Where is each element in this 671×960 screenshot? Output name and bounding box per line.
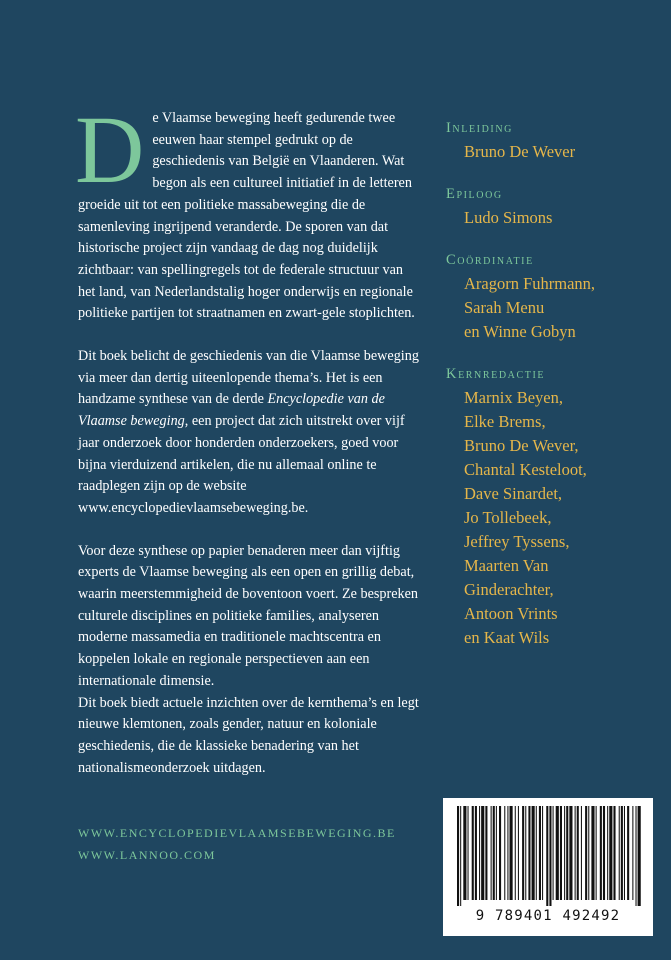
barcode-bar <box>491 806 492 900</box>
barcode-bar <box>591 806 594 900</box>
barcode-bar <box>518 806 519 900</box>
barcode-bar <box>528 806 530 900</box>
person-name: en Winne Gobyn <box>464 322 576 341</box>
barcode-bar <box>609 806 612 900</box>
paragraph-3: Voor deze synthese op papier benaderen meer dan vijftig experts de Vlaamse beweging als een open en grillig debat, waarin meerstemmigheid de boventoon voert. Ze bespreken culturele disciplines en politieke families, analyseren moderne massamedia en traditionele machtscentra en koppelen lokale en regionale perspectieven aan een internationale dimensie. <box>78 542 418 689</box>
barcode-bar <box>553 806 554 900</box>
barcode-bar <box>596 806 597 900</box>
credit-core-editors <box>446 364 656 650</box>
website-links <box>78 822 396 866</box>
barcode-bar <box>588 806 589 900</box>
barcode-bar <box>532 806 535 900</box>
barcode-bar <box>585 806 587 900</box>
credit-intro <box>446 118 656 164</box>
person-name: en Kaat Wils <box>464 628 550 647</box>
barcode-bar <box>542 806 543 900</box>
barcode-bar <box>463 806 466 900</box>
barcode-bars <box>453 806 643 906</box>
barcode-bar <box>624 806 625 900</box>
barcode-bar <box>536 806 537 900</box>
barcode-bar <box>481 806 484 900</box>
blurb <box>75 96 422 779</box>
barcode-bar <box>496 806 497 900</box>
barcode-bar <box>510 806 513 900</box>
barcode-bar <box>499 806 501 900</box>
barcode-bar <box>575 806 576 900</box>
person-name: Bruno De Wever <box>464 142 576 161</box>
person-name: Ginderachter, <box>464 580 554 599</box>
person-name: Sarah Menu <box>464 298 545 317</box>
person-name: Jo Tollebeek, <box>464 508 552 527</box>
barcode-bar <box>468 806 469 900</box>
barcode-bar <box>485 806 487 900</box>
publisher-url: WWW.LANNOO.COM <box>78 848 216 862</box>
person-name: Maarten Van <box>464 556 549 575</box>
paragraph-4: Dit boek biedt actuele inzichten over de kernthema’s en legt nieuwe klemtonen, zoals gender, natuur en koloniale geschiedenis, die de klassieke benadering van het nationalismeonderzoek uitdagen. <box>78 694 419 776</box>
barcode-bar <box>566 806 568 900</box>
barcode-bar <box>479 806 480 900</box>
barcode-bar <box>564 806 565 900</box>
person-name: Jeffrey Tyssens, <box>464 532 570 551</box>
role-label: Kernredactie <box>446 366 546 382</box>
barcode-bar <box>472 806 474 900</box>
barcode-bar <box>522 806 524 900</box>
person-name: Chantal Kesteloot, <box>464 460 587 479</box>
barcode-bar <box>507 806 508 900</box>
encyclopedia-url: WWW.ENCYCLOPEDIEVLAAMSEBEWEGING.BE <box>78 826 396 840</box>
person-name: Aragorn Fuhrmann, <box>464 274 596 293</box>
barcode-bar <box>556 806 559 900</box>
barcode-bar <box>475 806 477 900</box>
role-label: Epiloog <box>446 186 503 202</box>
barcode-bar <box>600 806 602 900</box>
credit-coordination <box>446 250 656 344</box>
barcode-bar <box>638 806 641 906</box>
barcode-bar <box>607 806 608 900</box>
person-name: Elke Brems, <box>464 412 546 431</box>
name-list <box>446 206 656 230</box>
credits <box>446 118 656 670</box>
barcode-bar <box>619 806 620 900</box>
role-label: Coördinatie <box>446 252 534 268</box>
encyclopedia-title: Encyclopedie van de Vlaamse beweging <box>78 391 385 430</box>
barcode-bar <box>539 806 541 900</box>
barcode-bar <box>627 806 629 900</box>
paragraph-2: Dit boek belicht de geschiedenis van die Vlaamse beweging via meer dan dertig uiteenlopende thema’s. Het is een handzame synthese van de derde Encyclopedie van de Vlaamse beweging, een project dat zich uitstrekt over vijf jaar onderzoek door honderden onderzoekers, goed voor bijna vierduizend artikelen, die nu allemaal online te raadplegen zijn op de website www.encyclopedievlaamsebeweging.be. <box>78 348 419 516</box>
barcode-bar <box>636 806 637 906</box>
role-label: Inleiding <box>446 120 513 136</box>
barcode-bar <box>577 806 579 900</box>
barcode-bar <box>546 806 548 906</box>
person-name: Bruno De Wever, <box>464 436 579 455</box>
paragraph-1: De Vlaamse beweging heeft gedurende twee eeuwen haar stempel gedrukt op de geschiedenis van België en Vlaanderen. Wat begon als een cultureel initiatief in de letteren groeide uit tot een politieke massabeweging die de samenleving ingrijpend veranderde. De sporen van dat historische project zijn vandaag de dag nog duidelijk zichtbaar: van spellingregels tot de federale structuur van het land, van Nederlandstalig hoger onderwijs en regionale politieke partijen tot straatnamen en zwart-gele stoplichten. <box>75 96 415 322</box>
barcode-bar <box>581 806 582 900</box>
barcode-bar <box>525 806 526 900</box>
barcode-bar <box>569 806 572 900</box>
barcode-bar <box>613 806 615 900</box>
barcode-bar <box>632 806 633 900</box>
barcode-bar <box>621 806 623 900</box>
barcode-bar <box>603 806 605 900</box>
barcode <box>443 798 653 936</box>
barcode-bar <box>460 806 461 906</box>
person-name: Dave Sinardet, <box>464 484 563 503</box>
barcode-bar <box>515 806 516 900</box>
drop-cap: D <box>75 96 145 203</box>
name-list <box>446 272 656 344</box>
barcode-bar <box>560 806 562 900</box>
credit-epilogue <box>446 184 656 230</box>
person-name: Marnix Beyen, <box>464 388 563 407</box>
person-name: Ludo Simons <box>464 208 553 227</box>
isbn-number: 9 789401 492492 <box>475 908 621 924</box>
name-list <box>446 140 656 164</box>
barcode-bar <box>549 806 551 906</box>
person-name: Antoon Vrints <box>464 604 558 623</box>
barcode-bar <box>457 806 459 906</box>
barcode-bar <box>493 806 495 900</box>
barcode-bar <box>504 806 505 900</box>
name-list <box>446 386 656 650</box>
